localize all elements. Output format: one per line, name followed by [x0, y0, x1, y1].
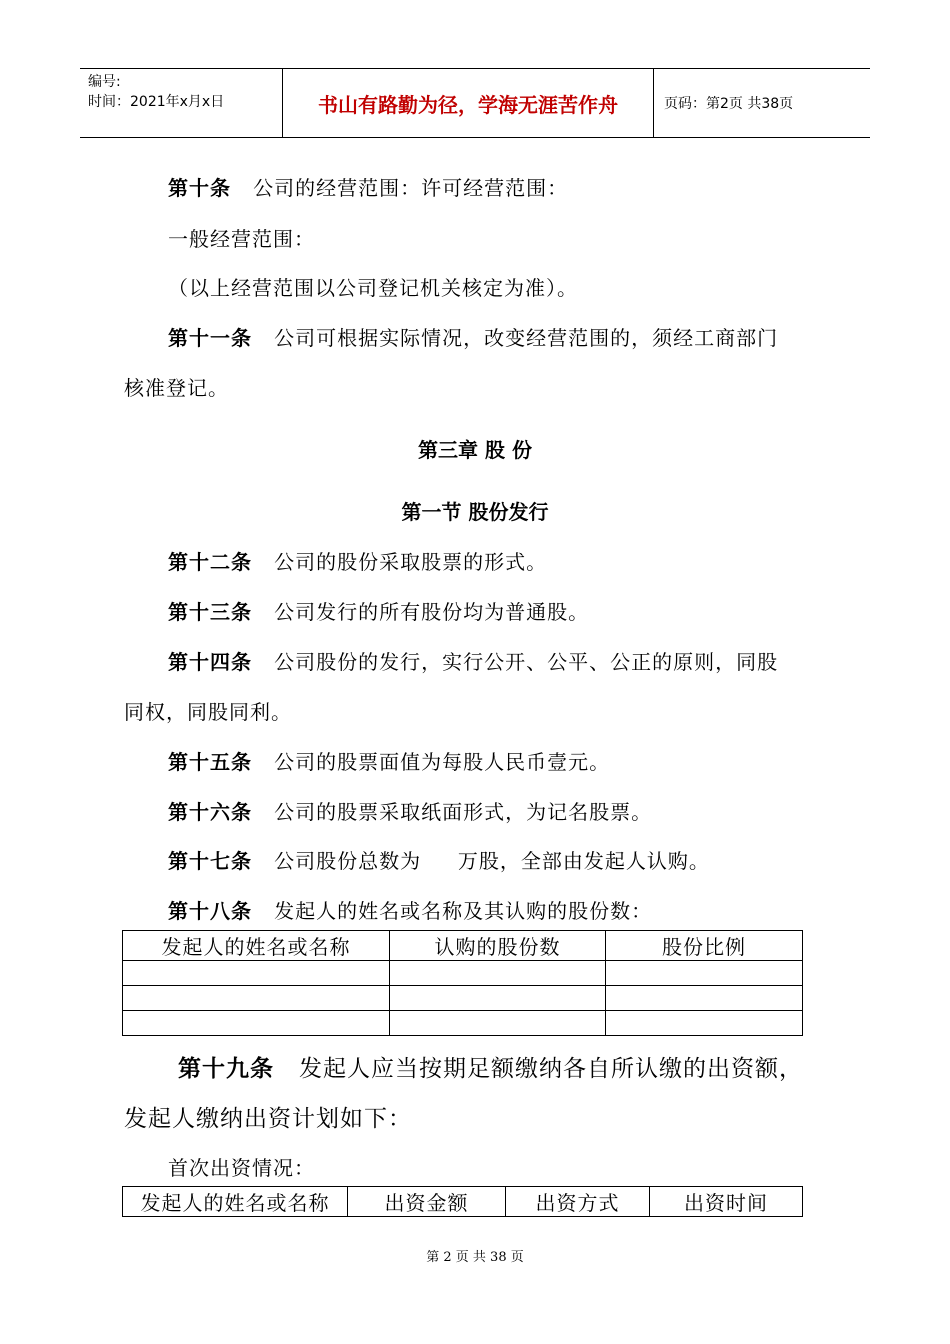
table-header-cell: 出资时间: [650, 1187, 803, 1217]
page-footer: 第 2 页 共 38 页: [426, 1250, 524, 1265]
article-title: 第十二条: [168, 550, 252, 574]
contribution-table: [122, 1186, 803, 1217]
table-header-cell: 认购的股份数: [390, 931, 606, 961]
scope-note: （以上经营范围以公司登记机关核定为准）。: [168, 276, 578, 300]
chapter-title: 第三章 股 份: [418, 438, 532, 462]
table-header-cell: 出资金额: [348, 1187, 506, 1217]
article-text: 公司的股票面值为每股人民币壹元。: [274, 750, 611, 774]
table-cell: [123, 1011, 390, 1036]
article-text: 公司的经营范围：许可经营范围：: [253, 176, 569, 200]
table-cell: [606, 1011, 803, 1036]
article-11: [168, 322, 778, 351]
document-time: 时间：2021年x月x日: [88, 94, 225, 110]
article-text: 公司的股份采取股票的形式。: [274, 550, 548, 574]
table-row: [123, 961, 803, 986]
general-scope: 一般经营范围：: [168, 227, 315, 251]
table-row: [123, 986, 803, 1011]
document-number: 编号:: [88, 74, 121, 90]
article-14-continued: 同权，同股同利。: [124, 700, 292, 724]
article-19-continued: 发起人缴纳出资计划如下：: [124, 1106, 412, 1132]
table-cell: [390, 986, 606, 1011]
article-title: 第十一条: [168, 326, 252, 350]
article-text: 公司股份的发行，实行公开、公平、公正的原则，同股: [274, 650, 779, 674]
article-text: 发起人的姓名或名称及其认购的股份数：: [274, 899, 653, 923]
article-title: 第十六条: [168, 800, 252, 824]
table-header-cell: 出资方式: [506, 1187, 650, 1217]
article-19: [178, 1050, 803, 1083]
article-18: [168, 895, 652, 924]
article-17: [168, 845, 710, 874]
table-header-cell: 发起人的姓名或名称: [123, 1187, 348, 1217]
article-title: 第十八条: [168, 899, 252, 923]
article-14: [168, 646, 778, 675]
article-title: 第十四条: [168, 650, 252, 674]
article-15: [168, 746, 610, 775]
article-title: 第十条: [168, 176, 231, 200]
article-title: 第十九条: [178, 1055, 274, 1082]
table-header-row: [123, 1187, 803, 1217]
table-cell: [123, 986, 390, 1011]
table-header-row: [123, 931, 803, 961]
founders-shares-table: [122, 930, 803, 1036]
header-meta: [80, 69, 283, 137]
article-title: 第十三条: [168, 600, 252, 624]
article-16: [168, 796, 652, 825]
table-cell: [390, 1011, 606, 1036]
table-cell: [606, 961, 803, 986]
article-13: [168, 596, 589, 625]
table-cell: [390, 961, 606, 986]
page-header: [80, 68, 870, 138]
article-text: 公司股份总数为 万股，全部由发起人认购。: [274, 849, 710, 873]
table-cell: [606, 986, 803, 1011]
table-header-cell: 发起人的姓名或名称: [123, 931, 390, 961]
article-10: [168, 172, 568, 201]
article-text: 发起人应当按期足额缴纳各自所认缴的出资额，: [298, 1056, 803, 1082]
article-text: 公司发行的所有股份均为普通股。: [274, 600, 590, 624]
header-motto: 书山有路勤为径，学海无涯苦作舟: [283, 69, 654, 137]
article-title: 第十五条: [168, 750, 252, 774]
table-row: [123, 1011, 803, 1036]
article-title: 第十七条: [168, 849, 252, 873]
article-text: 公司的股票采取纸面形式，为记名股票。: [274, 800, 653, 824]
article-12: [168, 546, 547, 575]
table-header-cell: 股份比例: [606, 931, 803, 961]
section-title: 第一节 股份发行: [401, 500, 549, 524]
article-text: 公司可根据实际情况，改变经营范围的，须经工商部门: [274, 326, 779, 350]
article-11-continued: 核准登记。: [124, 376, 229, 400]
first-contribution-label: 首次出资情况：: [168, 1156, 315, 1180]
table-cell: [123, 961, 390, 986]
header-page-info: 页码：第2页 共38页: [664, 96, 794, 112]
